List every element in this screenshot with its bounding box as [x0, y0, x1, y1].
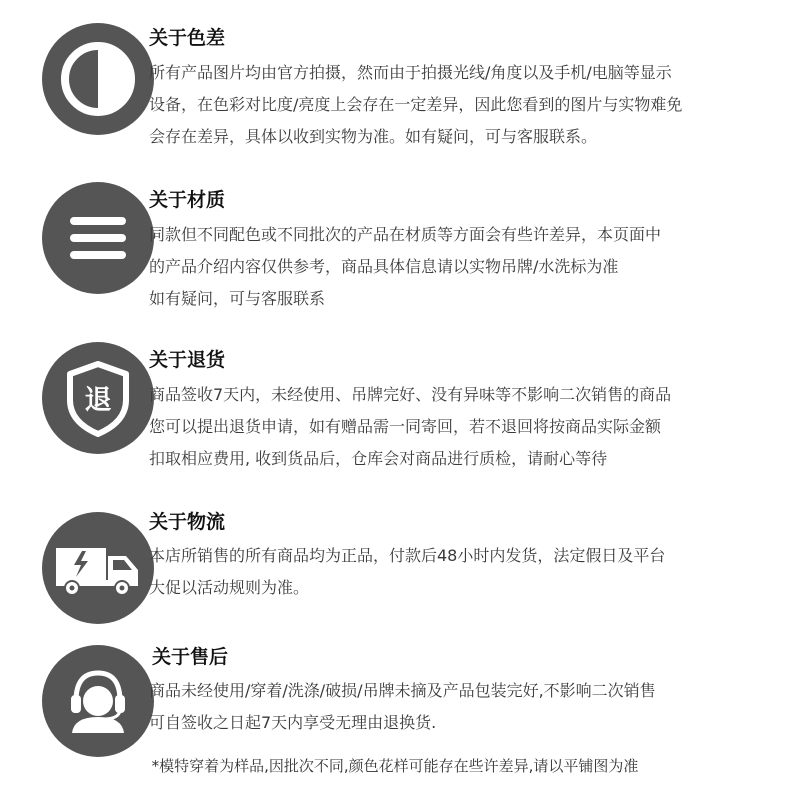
- section-text-line: 商品未经使用/穿着/洗涤/破损/吊牌未摘及产品包装完好,不影响二次销售: [149, 681, 656, 700]
- section-title: 关于色差: [149, 27, 226, 49]
- section-text-line: 所有产品图片均由官方拍摄，然而由于拍摄光线/角度以及手机/电脑等显示: [149, 63, 672, 82]
- return-glyph: 退: [84, 385, 112, 416]
- section-text-line: 大促以活动规则为准。: [149, 578, 310, 597]
- customer-service-headset-icon: [42, 645, 154, 757]
- section-text-line: 可自签收之日起7天内享受无理由退换货.: [149, 713, 437, 732]
- section-text-line: 如有疑问，可与客服联系: [149, 289, 326, 308]
- section-text-line: 设备，在色彩对比度/亮度上会存在一定差异，因此您看到的图片与实物难免: [149, 95, 683, 114]
- section-title: 关于材质: [149, 189, 226, 211]
- section-text-line: 的产品介绍内容仅供参考，商品具体信息请以实物吊牌/水洗标为准: [149, 257, 619, 276]
- section-text-line: 扣取相应费用, 收到货品后，仓库会对商品进行质检，请耐心等待: [149, 449, 608, 468]
- section-title: 关于物流: [149, 511, 226, 533]
- return-shield-icon: [42, 342, 154, 454]
- section-title: 关于退货: [149, 349, 226, 371]
- section-text-line: 同款但不同配色或不同批次的产品在材质等方面会有些许差异，本页面中: [149, 225, 662, 244]
- section-text-line: 商品签收7天内，未经使用、吊牌完好、没有异味等不影响二次销售的商品: [149, 385, 672, 404]
- section-text-line: 会存在差异，具体以收到实物为准。如有疑问，可与客服联系。: [149, 127, 598, 146]
- half-circle-contrast-icon: [42, 23, 154, 135]
- delivery-truck-icon: [42, 512, 154, 624]
- section-text-line: 本店所销售的所有商品均为正品，付款后48小时内发货，法定假日及平台: [149, 546, 666, 565]
- section-title: 关于售后: [152, 646, 229, 668]
- section-text-line: 您可以提出退货申请，如有赠品需一同寄回，若不退回将按商品实际金额: [149, 417, 662, 436]
- footer-note: *模特穿着为样品,因批次不同,颜色花样可能存在些许差异,请以平铺图为准: [151, 757, 639, 775]
- three-bars-menu-icon: [42, 182, 154, 294]
